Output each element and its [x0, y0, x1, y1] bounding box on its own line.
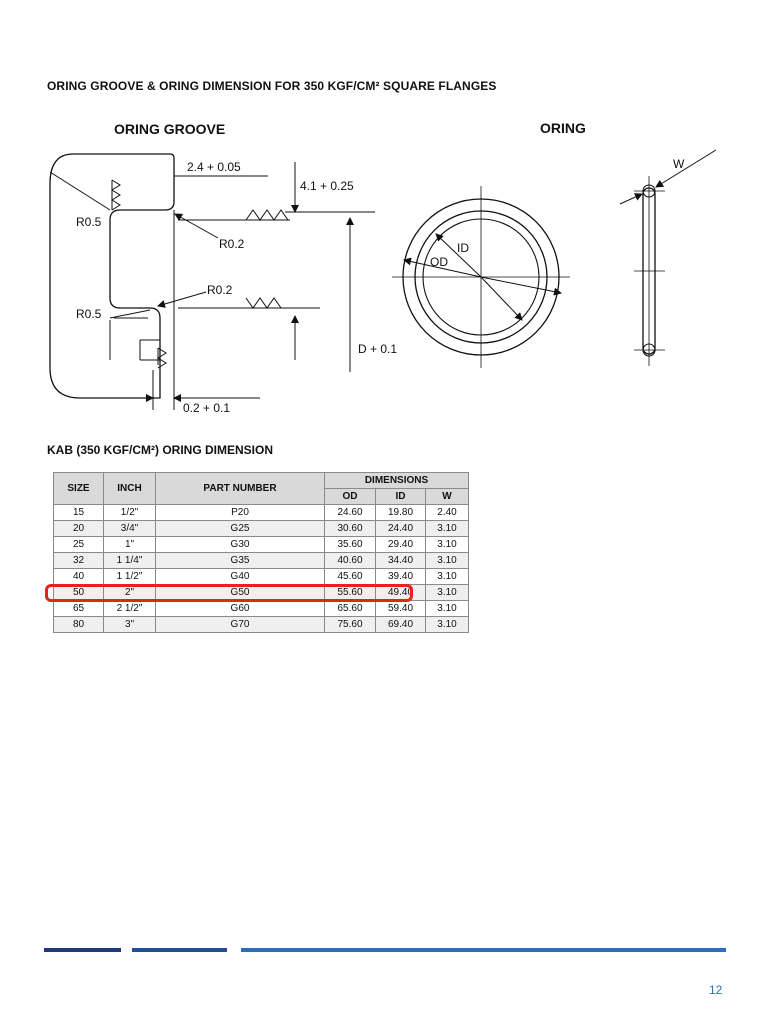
cell-id: 59.40	[376, 601, 426, 617]
cell-part: G30	[156, 537, 325, 553]
cell-part: G40	[156, 569, 325, 585]
footer-bar-mid	[132, 948, 227, 952]
cell-inch: 2"	[104, 585, 156, 601]
cell-w: 3.10	[426, 617, 469, 633]
cell-w: 3.10	[426, 569, 469, 585]
label-id: ID	[457, 241, 469, 255]
cell-part: G35	[156, 553, 325, 569]
cell-w: 3.10	[426, 553, 469, 569]
cell-part: G25	[156, 521, 325, 537]
cell-id: 39.40	[376, 569, 426, 585]
cell-size: 50	[54, 585, 104, 601]
oring-title: ORING	[540, 120, 586, 136]
cell-id: 34.40	[376, 553, 426, 569]
cell-od: 24.60	[325, 505, 376, 521]
cell-part: G60	[156, 601, 325, 617]
cell-id: 29.40	[376, 537, 426, 553]
cell-size: 32	[54, 553, 104, 569]
cell-od: 40.60	[325, 553, 376, 569]
label-w: W	[673, 157, 685, 171]
cell-inch: 1 1/2"	[104, 569, 156, 585]
header-od: OD	[325, 489, 376, 505]
table-row	[54, 505, 469, 521]
table-row	[54, 521, 469, 537]
groove-title: ORING GROOVE	[114, 121, 226, 137]
header-w: W	[426, 489, 469, 505]
oring-dimension-table	[53, 472, 469, 633]
cell-size: 15	[54, 505, 104, 521]
header-dimensions: DIMENSIONS	[325, 473, 469, 489]
cell-part: G50	[156, 585, 325, 601]
header-part-number: PART NUMBER	[156, 473, 325, 505]
table-row	[54, 617, 469, 633]
footer-bars	[44, 948, 726, 953]
cell-w: 3.10	[426, 537, 469, 553]
table-row	[54, 537, 469, 553]
cell-size: 65	[54, 601, 104, 617]
cell-id: 24.40	[376, 521, 426, 537]
cell-inch: 1"	[104, 537, 156, 553]
cell-part: G70	[156, 617, 325, 633]
cell-inch: 1 1/4"	[104, 553, 156, 569]
footer-bar-dark	[44, 948, 121, 952]
radius-top-outer: R0.5	[76, 215, 102, 229]
cell-part: P20	[156, 505, 325, 521]
table-row	[54, 601, 469, 617]
cell-inch: 3/4"	[104, 521, 156, 537]
oring-side-view	[620, 150, 716, 366]
page-number: 12	[709, 983, 723, 997]
cell-od: 45.60	[325, 569, 376, 585]
radius-bottom-inner: R0.2	[207, 283, 233, 297]
cell-size: 25	[54, 537, 104, 553]
dim-width: 2.4 + 0.05	[187, 160, 241, 174]
dim-gap: 0.2 + 0.1	[183, 401, 231, 415]
cell-inch: 3"	[104, 617, 156, 633]
header-id: ID	[376, 489, 426, 505]
cell-od: 75.60	[325, 617, 376, 633]
page-title: ORING GROOVE & ORING DIMENSION FOR 350 KGF/CM² SQUARE FLANGES	[47, 79, 497, 93]
cell-w: 3.10	[426, 601, 469, 617]
dim-diameter: D + 0.1	[358, 342, 398, 356]
table-row	[54, 553, 469, 569]
cell-size: 20	[54, 521, 104, 537]
cell-od: 30.60	[325, 521, 376, 537]
cell-id: 69.40	[376, 617, 426, 633]
dim-depth: 4.1 + 0.25	[300, 179, 354, 193]
cell-od: 55.60	[325, 585, 376, 601]
radius-bottom-outer: R0.5	[76, 307, 102, 321]
cell-size: 80	[54, 617, 104, 633]
oring-front-view	[392, 186, 570, 368]
cell-inch: 1/2"	[104, 505, 156, 521]
technical-drawing	[0, 110, 768, 430]
row-highlight-box	[45, 584, 413, 602]
table-title: KAB (350 KGF/CM²) ORING DIMENSION	[47, 443, 274, 457]
cell-id: 49.40	[376, 585, 426, 601]
cell-size: 40	[54, 569, 104, 585]
cell-inch: 2 1/2"	[104, 601, 156, 617]
cell-id: 19.80	[376, 505, 426, 521]
label-od: OD	[430, 255, 448, 269]
cell-w: 3.10	[426, 521, 469, 537]
header-inch: INCH	[104, 473, 156, 505]
cell-w: 3.10	[426, 585, 469, 601]
footer-bar-light	[241, 948, 726, 952]
cell-od: 65.60	[325, 601, 376, 617]
table-row	[54, 569, 469, 585]
header-size: SIZE	[54, 473, 104, 505]
radius-top-inner: R0.2	[219, 237, 245, 251]
cell-w: 2.40	[426, 505, 469, 521]
cell-od: 35.60	[325, 537, 376, 553]
